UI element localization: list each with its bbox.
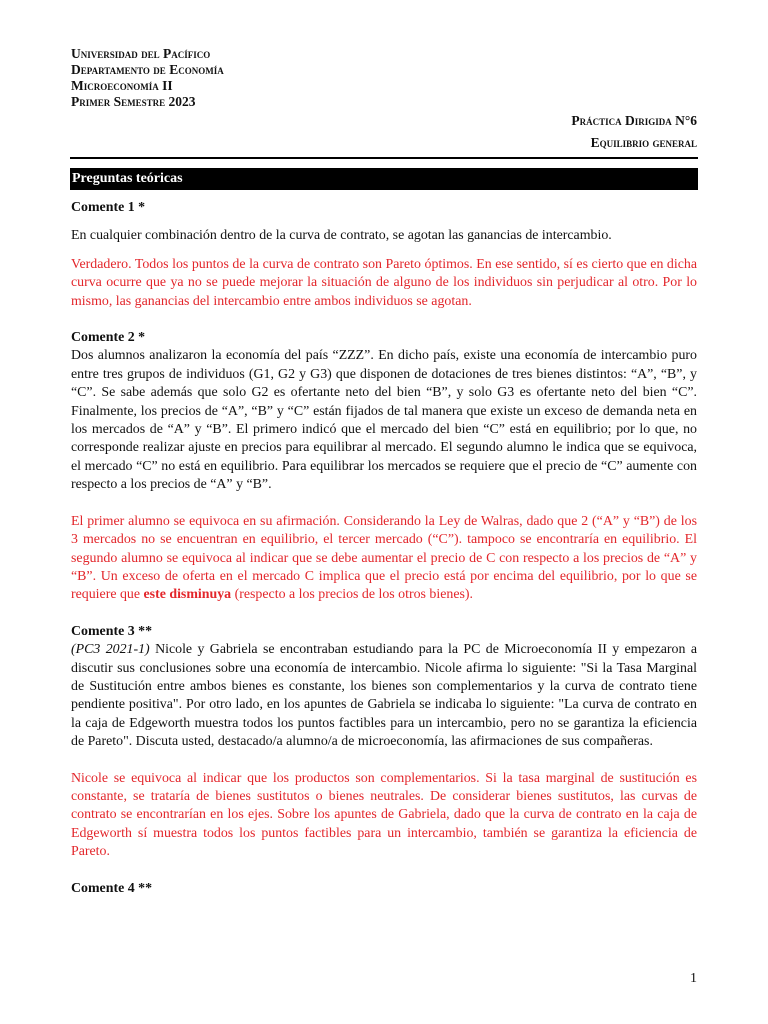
department-name: Departamento de Economía [71,62,224,77]
practice-topic: Equilibrio general [590,135,697,150]
question-block [71,199,697,311]
page-number: 1 [690,971,697,986]
semester-label: Primer Semestre 2023 [71,94,196,109]
answer-text: Verdadero. Todos los puntos de la curva de contrato son Pareto óptimos. En ese sentido, sí es cierto que en dicha curva ocurre que ya no se puede mejorar la situación de alguno de los individuos sin perjudicar al otro. Por lo mismo, las ganancias del intercambio entre ambos individuos se agotan. [71,256,697,309]
question-source: (PC3 2021-1) [71,642,150,658]
question-title: Comente 4 ** [71,880,153,896]
question-text [71,641,697,751]
question-body: Nicole y Gabriela se encontraban estudiando para la PC de Microeconomía II y empezaron a discutir sus conclusiones sobre una economía de intercambio. Nicole afirma lo siguiente: "Si la Tasa Marginal de Sustitución entre ambos bienes es constante, los bienes son complementarios y la curva de contrato tiene pendiente positiva". Por otro lado, en los apuntes de Gabriela se indicaba lo siguiente: "La curva de contrato en la caja de Edgeworth muestra todos los puntos factibles para un intercambio, pero no se garantiza la eficiencia de Pareto". Discuta usted, destacado/a alumno/a de microeconomía, las afirmaciones de sus compañeras. [71,642,697,750]
institution-header [71,46,224,110]
practice-title: Práctica Dirigida N°6 [571,113,697,128]
answer-text [71,513,697,605]
university-name: Universidad del Pacífico [71,46,211,61]
answer-main: El primer alumno se equivoca en su afirmación. Considerando la Ley de Walras, dado que 2 (“A” y “B”) de los 3 mercados no se encuentran en equilibrio, el tercer mercado (“C”). tampoco se encontraría en equilibrio. El segundo alumno se equivoca al indicar que se debe aumentar el precio de C con respecto a los precios de “A” y “B”. Un exceso de oferta en el mercado C implica que el precio está por encima del equilibrio, por lo que se requiere que [71,513,697,603]
question-title: Comente 2 * [71,330,146,346]
document-body [71,199,697,908]
answer-tail: (respecto a los precios de los otros bienes). [234,587,473,603]
question-block [71,880,697,898]
header-divider [70,157,698,159]
question-text: Dos alumnos analizaron la economía del país “ZZZ”. En dicho país, existe una economía de intercambio puro entre tres grupos de individuos (G1, G2 y G3) que disponen de dotaciones de tres bienes distintos: “A”, “B”, y “C”. Se sabe además que solo G2 es ofertante neto del bien “B”, y solo G3 es ofertante neto del bien “C”. Finalmente, los precios de “A”, “B” y “C” están fijados de tal manera que existe un exceso de demanda neta en los mercados de “A” y “B”. El primero indicó que el mercado del bien “C” está en equilibrio; por lo que, no corresponde realizar ajuste en precios para equilibrar al mercado. El segundo alumno le indica que se equivoca, el mercado “C” no está en equilibrio. Para equilibrar los mercados se requiere que el precio de “C” aumente con respecto a los precios de “A” y “B”. [71,348,697,493]
answer-text: Nicole se equivoca al indicar que los productos son complementarios. Si la tasa marginal de sustitución es constante, se trataría de bienes sustitutos o bienes neutrales. De considerar bienes sustitutos, las curvas de contrato se encontrarían en los ejes. Sobre los apuntes de Gabriela, dado que la curva de contrato en la caja de Edgeworth sí muestra todos los puntos factibles para un intercambio, también se garantiza la eficiencia de Pareto. [71,770,697,860]
section-title: Preguntas teóricas [72,171,183,186]
question-block [71,329,697,605]
question-title: Comente 3 ** [71,623,153,639]
practice-header [571,110,697,154]
answer-emphasis: este disminuya [143,587,232,603]
question-title: Comente 1 * [71,200,146,215]
course-name: Microeconomía II [71,78,173,93]
question-text: En cualquier combinación dentro de la curva de contrato, se agotan las ganancias de intercambio. [71,228,612,244]
question-block [71,623,697,862]
section-heading [70,168,698,190]
